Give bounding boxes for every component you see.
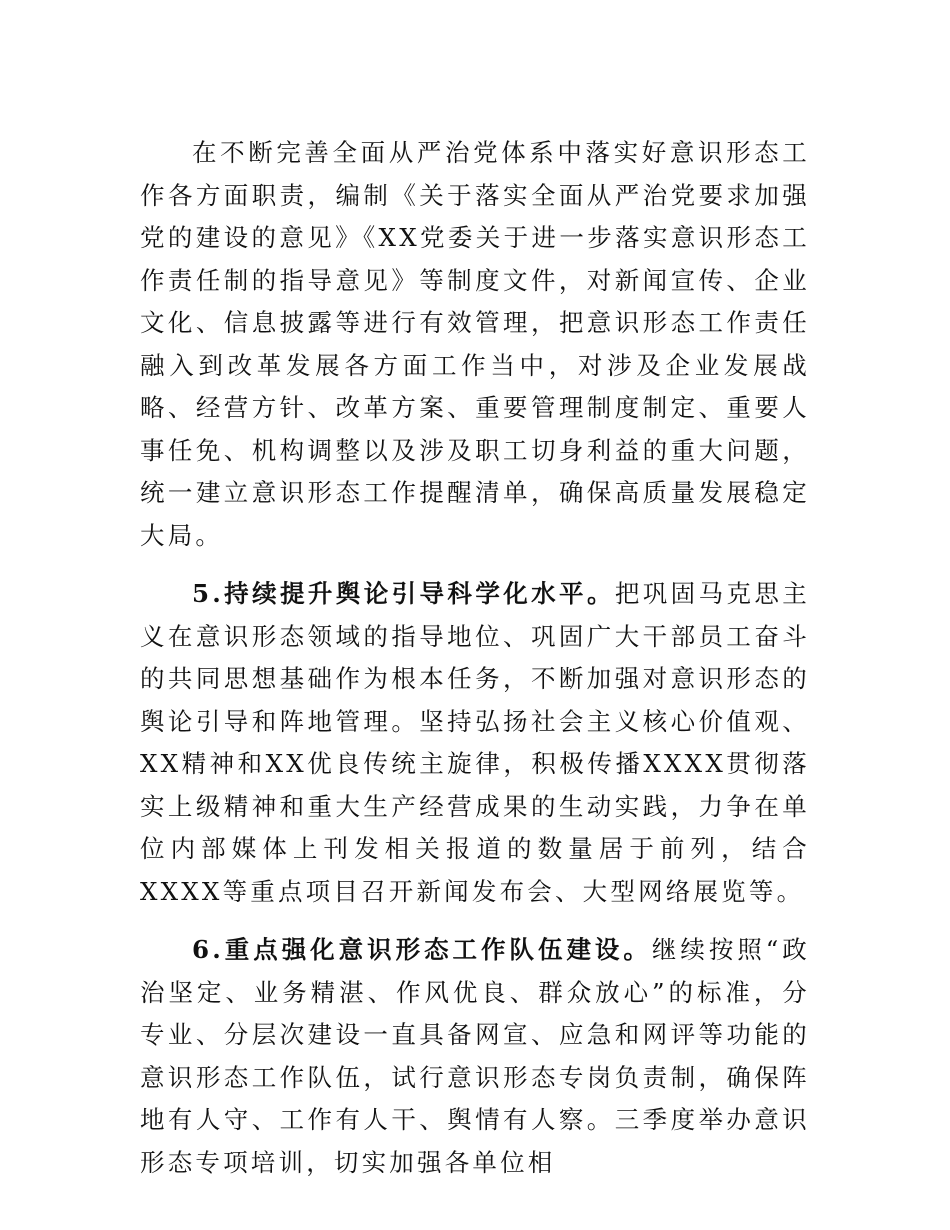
paragraph-item-5-heading: 5.持续提升舆论引导科学化水平。 <box>192 579 615 608</box>
paragraph-intro <box>140 132 810 557</box>
paragraph-item-6-body: 继续按照“政治坚定、业务精湛、作风优良、群众放心”的标准，分专业、分层次建设一直具备网宣、应急和网评等功能的意识形态工作队伍，试行意识形态专岗负责制，确保阵地有人守、工作有人干、舆情有人察。三季度举办意识形态专项培训，切实加强各单位相 <box>140 935 810 1177</box>
paragraph-intro-body: 在不断完善全面从严治党体系中落实好意识形态工作各方面职责，编制《关于落实全面从严治党要求加强党的建设的意见》《XX党委关于进一步落实意识形态工作责任制的指导意见》等制度文件，对新闻宣传、企业文化、信息披露等进行有效管理，把意识形态工作责任融入到改革发展各方面工作当中，对涉及企业发展战略、经营方针、改革方案、重要管理制度制定、重要人事任免、机构调整以及涉及职工切身利益的重大问题，统一建立意识形态工作提醒清单，确保高质量发展稳定大局。 <box>140 138 810 550</box>
paragraph-item-6 <box>140 929 810 1184</box>
paragraph-item-5-body: 把巩固马克思主义在意识形态领域的指导地位、巩固广大干部员工奋斗的共同思想基础作为根本任务，不断加强对意识形态的舆论引导和阵地管理。坚持弘扬社会主义核心价值观、XX精神和XX优良传统主旋律，积极传播XXXX贯彻落实上级精神和重大生产经营成果的生动实践，力争在单位内部媒体上刊发相关报道的数量居于前列，结合XXXX等重点项目召开新闻发布会、大型网络展览等。 <box>140 579 810 906</box>
paragraph-item-5 <box>140 573 810 913</box>
document-page <box>140 132 810 1200</box>
paragraph-item-6-heading: 6.重点强化意识形态工作队伍建设。 <box>192 935 652 964</box>
